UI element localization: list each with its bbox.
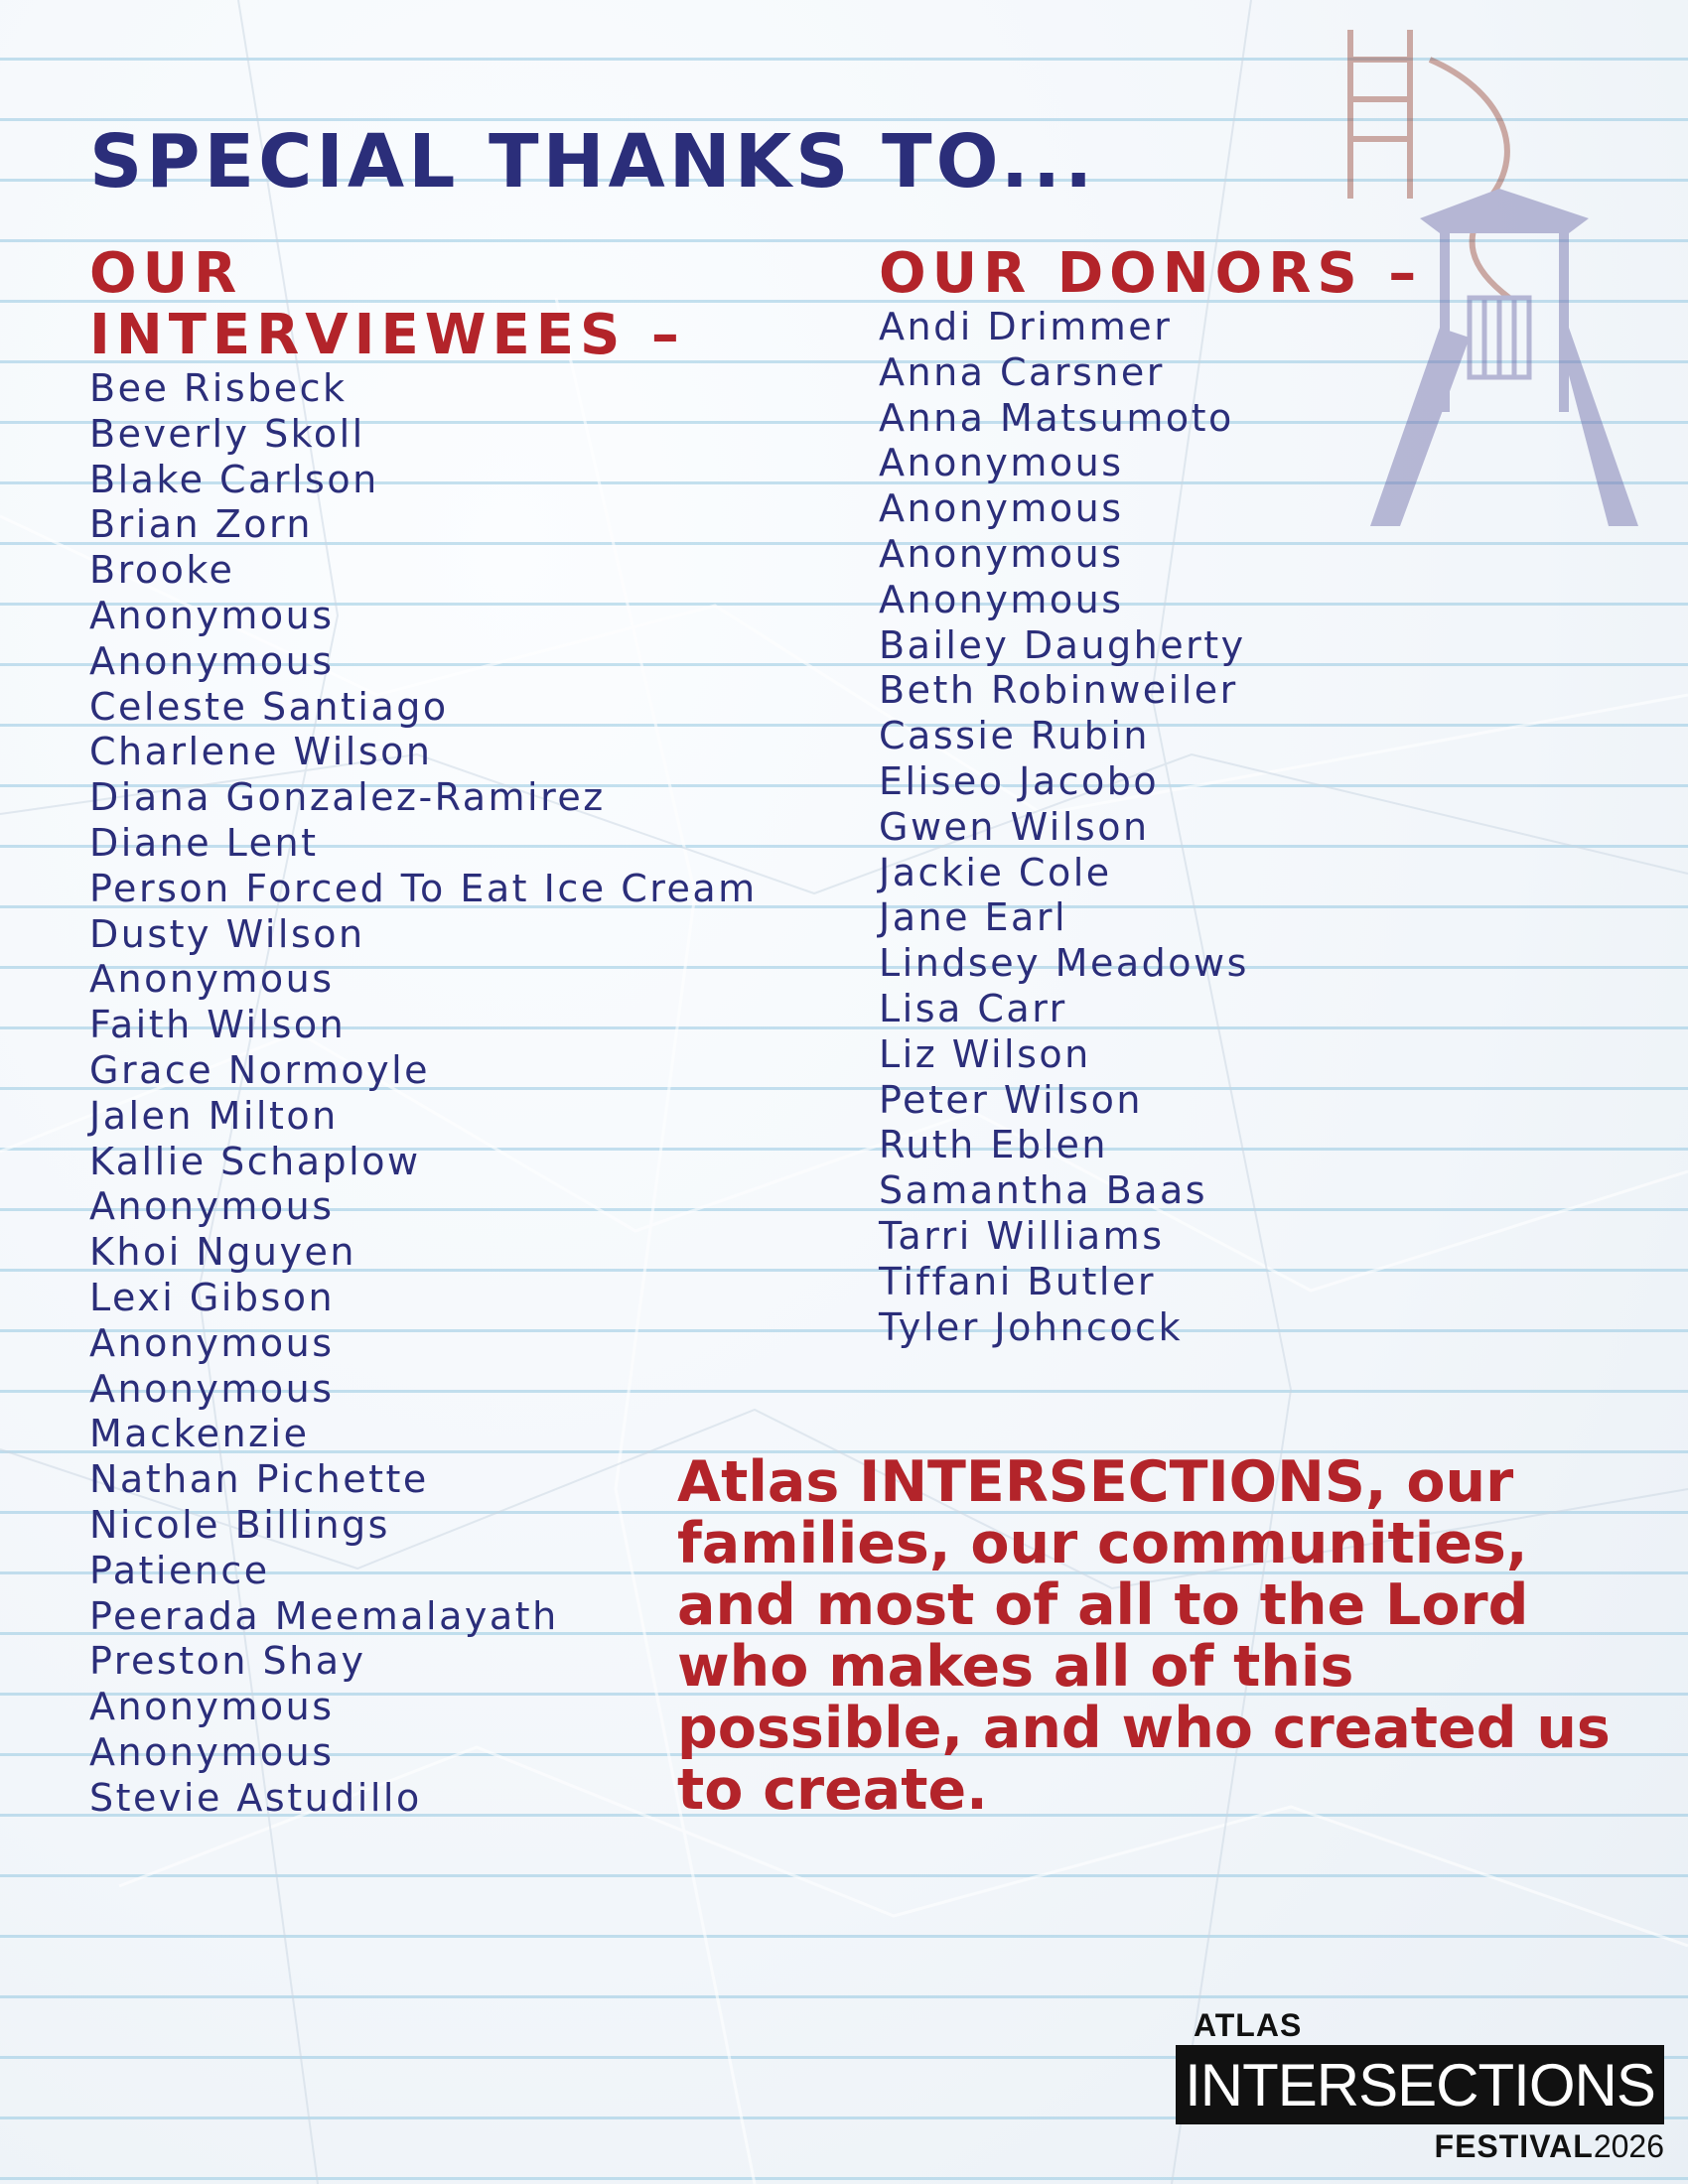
interviewee-name: Anonymous [89, 638, 335, 683]
donor-name: Lisa Carr [879, 986, 1067, 1030]
interviewee-name: Bee Risbeck [89, 366, 348, 410]
donor-name: Anonymous [879, 577, 1124, 621]
interviewee-name: Lexi Gibson [89, 1275, 336, 1319]
donor-name: Anna Carsner [879, 349, 1165, 394]
donors-heading: OUR DONORS – [879, 241, 1423, 306]
interviewee-name: Nicole Billings [89, 1502, 390, 1547]
interviewee-name: Diane Lent [89, 820, 319, 865]
donor-name: Ruth Eblen [879, 1123, 1108, 1167]
logo-atlas-text: ATLAS [1194, 2007, 1303, 2043]
interviewee-name: Brooke [89, 548, 235, 593]
closing-message: Atlas INTERSECTIONS, our families, our communities, and most of all to the Lord who makes all of this possible, and who created us to create. [677, 1449, 1611, 1823]
interviewee-name: Brian Zorn [89, 502, 314, 547]
logo-festival-text: FESTIVAL [1434, 2128, 1594, 2164]
interviewees-heading-line1: OUR [89, 241, 243, 306]
donor-name: Peter Wilson [879, 1077, 1143, 1122]
interviewee-name: Grace Normoyle [89, 1047, 431, 1092]
interviewee-name: Anonymous [89, 957, 335, 1002]
donor-name: Beth Robinweiler [879, 668, 1238, 713]
interviewee-name: Anonymous [89, 1729, 335, 1774]
interviewee-name: Patience [89, 1548, 270, 1592]
donor-name: Lindsey Meadows [879, 941, 1249, 986]
logo-intersections-text: INTERSECTIONS [1185, 2051, 1655, 2118]
interviewee-name: Diana Gonzalez-Ramirez [89, 775, 606, 820]
logo-year-text: 2026 [1593, 2128, 1664, 2164]
donor-name: Anonymous [879, 441, 1124, 485]
donor-name: Jane Earl [879, 895, 1068, 940]
donor-name: Liz Wilson [879, 1031, 1091, 1076]
donor-name: Tiffani Butler [879, 1259, 1156, 1303]
donor-name: Andi Drimmer [879, 305, 1173, 348]
logo-festival-line [1435, 2128, 1664, 2165]
donor-name: Jackie Cole [879, 850, 1112, 894]
interviewee-name: Faith Wilson [89, 1003, 347, 1047]
interviewees-heading [89, 243, 844, 366]
interviewee-name: Beverly Skoll [89, 411, 365, 456]
interviewee-name: Khoi Nguyen [89, 1230, 356, 1275]
interviewee-name: Dusty Wilson [89, 911, 365, 956]
interviewee-name: Blake Carlson [89, 457, 379, 501]
interviewee-name: Anonymous [89, 1320, 335, 1365]
donor-name: Bailey Daugherty [879, 622, 1246, 667]
donor-name: Cassie Rubin [879, 714, 1150, 758]
interviewee-name: Anonymous [89, 1366, 335, 1411]
interviewee-name: Person Forced To Eat Ice Cream [89, 866, 758, 910]
interviewee-name: Nathan Pichette [89, 1457, 429, 1502]
interviewee-name: Anonymous [89, 593, 335, 637]
page-title: SPECIAL THANKS TO... [89, 119, 1097, 205]
donors-section [879, 243, 1594, 1350]
donor-name: Gwen Wilson [879, 804, 1150, 849]
interviewee-name: Celeste Santiago [89, 684, 449, 729]
interviewee-name: Peerada Meemalayath [89, 1593, 559, 1638]
interviewee-name: Mackenzie [89, 1412, 310, 1456]
donors-list [879, 305, 1594, 1350]
interviewees-heading-line2: INTERVIEWEES – [89, 303, 685, 367]
logo-intersections-box [1176, 2045, 1664, 2124]
donor-name: Anonymous [879, 486, 1124, 531]
interviewee-name: Kallie Schaplow [89, 1139, 421, 1183]
donor-name: Anna Matsumoto [879, 395, 1234, 440]
donor-name: Tyler Johncock [879, 1304, 1184, 1349]
interviewee-name: Stevie Astudillo [89, 1775, 422, 1820]
interviewee-name: Anonymous [89, 1685, 335, 1729]
festival-logo [1172, 2007, 1668, 2166]
interviewee-name: Charlene Wilson [89, 730, 433, 774]
donor-name: Tarri Williams [879, 1213, 1165, 1258]
donor-name: Anonymous [879, 531, 1124, 576]
interviewee-name: Preston Shay [89, 1639, 366, 1684]
donor-name: Eliseo Jacobo [879, 758, 1160, 803]
interviewee-name: Anonymous [89, 1184, 335, 1229]
donor-name: Samantha Baas [879, 1168, 1208, 1213]
interviewee-name: Jalen Milton [89, 1093, 339, 1138]
